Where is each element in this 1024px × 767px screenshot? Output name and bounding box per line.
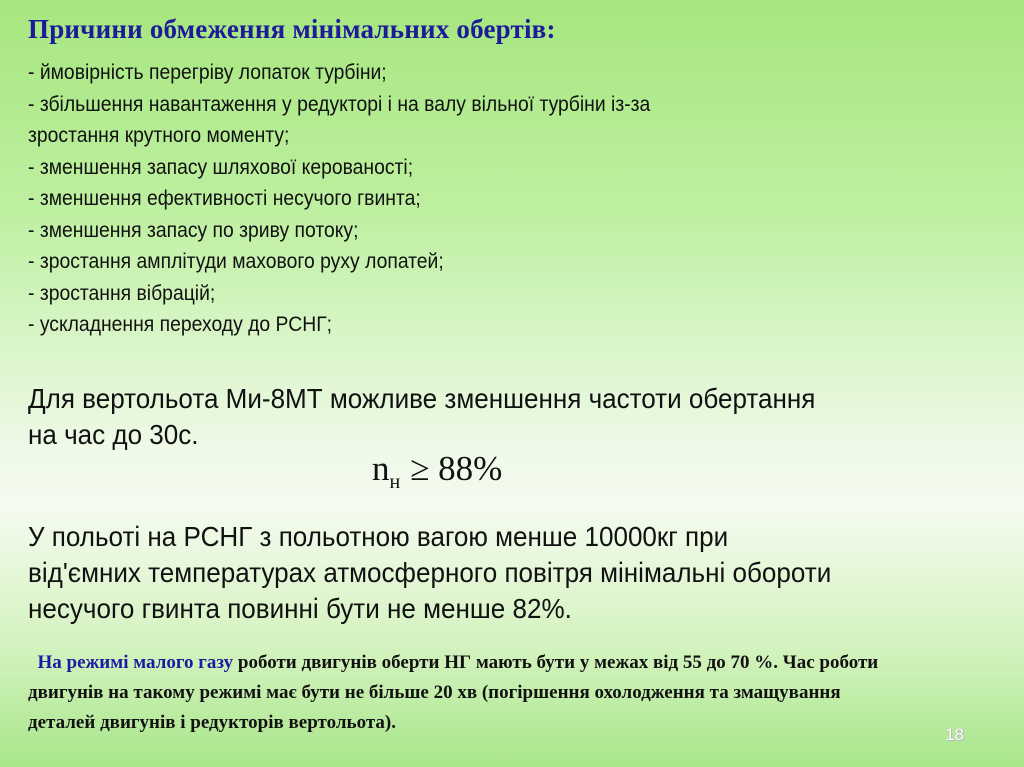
- paragraph-line: на час до 30с.: [28, 419, 199, 450]
- list-item: - зменшення запасу по зриву потоку;: [28, 217, 359, 242]
- paragraph-line: від'ємних температурах атмосферного повітря мінімальні обороти: [28, 557, 832, 588]
- paragraph-line: несучого гвинта повинні бути не менше 82%.: [28, 593, 572, 624]
- slide-title: Причини обмеження мінімальних обертів:: [28, 14, 556, 44]
- list-item: - зростання амплітуди махового руху лопатей;: [28, 249, 444, 273]
- list-item: - ймовірність перегріву лопаток турбіни;: [28, 60, 387, 84]
- note-highlight: На режимі малого газу: [37, 652, 234, 673]
- formula-subscript: н: [389, 471, 401, 493]
- paragraph-line: Для вертольота Ми-8МТ можливе зменшення частоти обертання: [28, 383, 816, 414]
- reasons-list: [28, 57, 928, 341]
- list-item: - зменшення запасу шляхової керованості;: [28, 154, 414, 179]
- list-item: - збільшення навантаження у редукторі і на валу вільної турбіни із-за: [28, 91, 651, 116]
- list-item: - ускладнення переходу до РСНГ;: [28, 312, 333, 336]
- rpm-formula: [372, 449, 502, 494]
- note-line: двигунів на такому режимі має бути не більше 20 хв (погіршення охолодження та змащування: [28, 682, 841, 703]
- formula-relation: ≥ 88%: [410, 449, 503, 488]
- list-item: зростання крутного моменту;: [28, 123, 290, 147]
- rsng-paragraph: [28, 519, 1005, 627]
- idle-mode-note: [28, 648, 1008, 738]
- mi8mt-paragraph: [28, 381, 1005, 453]
- list-item: - зменшення ефективності несучого гвинта;: [28, 186, 421, 210]
- page-number: 18: [945, 725, 964, 744]
- formula-symbol: n: [372, 449, 390, 488]
- note-line: роботи двигунів оберти НГ мають бути у межах від 55 до 70 %. Час роботи: [233, 652, 879, 673]
- note-line: деталей двигунів і редукторів вертольота).: [28, 712, 396, 733]
- paragraph-line: У польоті на РСНГ з польотною вагою менше 10000кг при: [28, 521, 729, 552]
- list-item: - зростання вібрацій;: [28, 280, 216, 305]
